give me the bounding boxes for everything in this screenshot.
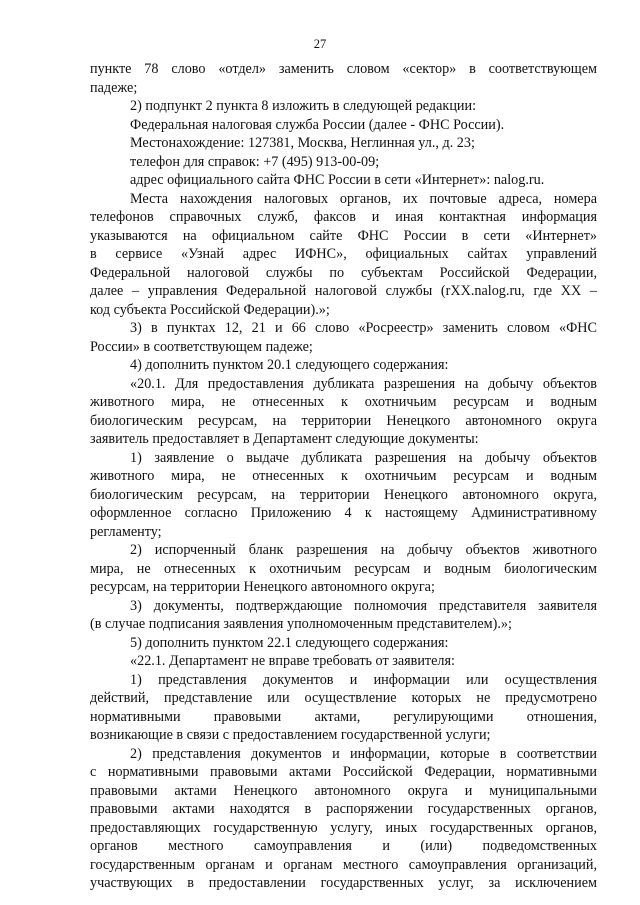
text-line: животного мира, не отнесенных к охотничьим ресурсам и водным — [90, 394, 597, 410]
text-line: телефонов справочных служб, факсов и иная контактная информация — [90, 209, 597, 225]
text-line: регламенту; — [90, 523, 162, 540]
text-line: государственным органам и органам местного самоуправления организаций, — [90, 856, 597, 873]
text-line: падеже; — [90, 79, 138, 96]
text-line: (в случае подписания заявления уполномоченным представителем).»; — [90, 616, 512, 632]
document-body — [90, 60, 597, 893]
text-line: действий, представление или осуществление которых не предусмотрено — [90, 690, 597, 706]
text-line: код субъекта Российской Федерации).»; — [90, 301, 330, 318]
text-line: мира, не отнесенных к охотничьим ресурсам и водным биологическим — [90, 560, 597, 577]
text-line: 1) представления документов и информации или осуществления — [130, 671, 597, 688]
text-line: 4) дополнить пунктом 20.1 следующего содержания: — [130, 357, 449, 373]
text-line: Федеральной налоговой службы по субъектам Российской Федерации, — [90, 264, 597, 281]
text-line: 2) испорченный бланк разрешения на добычу объектов животного — [130, 542, 597, 558]
text-line: участвующих в предоставлении государственных услуг, за исключением — [90, 875, 597, 891]
text-line: Федеральная налоговая служба России (далее - ФНС России). — [130, 116, 505, 133]
text-line: адрес официального сайта ФНС России в сети «Интернет»: nalog.ru. — [130, 172, 545, 188]
text-line: ресурсам, на территории Ненецкого автономного округа; — [90, 579, 435, 595]
text-line: 3) документы, подтверждающие полномочия представителя заявителя — [130, 597, 597, 614]
text-line: оформленное согласно Приложению 4 к настоящему Административному — [90, 505, 597, 521]
text-line: правовыми актами находятся в распоряжении государственных органов, — [90, 801, 597, 817]
text-line: пункте 78 слово «отдел» заменить словом «сектор» в соответствующем — [90, 61, 597, 77]
text-line: России» в соответствующем падеже; — [90, 338, 313, 355]
text-line: животного мира, не отнесенных к охотничьим ресурсам и водным — [90, 468, 597, 484]
text-line: указываются на официальном сайте ФНС России в сети «Интернет» — [90, 227, 597, 244]
text-line: правовыми актами Ненецкого автономного округа и муниципальными — [90, 782, 597, 799]
page-number: 27 — [313, 37, 327, 51]
text-line: 2) представления документов и информации, которые в соответствии — [130, 745, 597, 762]
text-line: с нормативными правовыми актами Российской Федерации, нормативными — [90, 764, 597, 780]
text-line: Места нахождения налоговых органов, их почтовые адреса, номера — [130, 190, 597, 207]
text-line: нормативными правовыми актами, регулирующими отношения, — [90, 708, 597, 725]
text-line: «20.1. Для предоставления дубликата разрешения на добычу объектов — [130, 375, 597, 392]
text-line: в сервисе «Узнай адрес ИФНС», официальных сайтах управлений — [90, 246, 597, 262]
text-line: заявитель предоставляет в Департамент следующие документы: — [90, 431, 479, 447]
text-line: биологическим ресурсам, на территории Ненецкого автономного округа, — [90, 486, 597, 503]
text-line: 1) заявление о выдаче дубликата разрешения на добычу объектов — [130, 449, 597, 466]
text-line: 5) дополнить пунктом 22.1 следующего содержания: — [130, 634, 449, 651]
text-line: предоставляющих государственную услугу, иных государственных органов, — [90, 819, 597, 836]
text-line: «22.1. Департамент не вправе требовать от заявителя: — [130, 653, 455, 669]
text-line: телефон для справок: +7 (495) 913-00-09; — [130, 153, 380, 170]
text-line: далее – управления Федеральной налоговой службы (rXX.nalog.ru, где XX – — [90, 283, 597, 299]
text-line: биологическим ресурсам, на территории Ненецкого автономного округа — [90, 412, 597, 429]
text-line: органов местного самоуправления и (или) подведомственных — [90, 838, 597, 854]
text-line: 3) в пунктах 12, 21 и 66 слово «Росреестр» заменить словом «ФНС — [130, 320, 597, 336]
text-line: 2) подпункт 2 пункта 8 изложить в следующей редакции: — [130, 98, 477, 114]
text-line: возникающие в связи с предоставлением государственной услуги; — [90, 727, 491, 743]
text-line: Местонахождение: 127381, Москва, Неглинная ул., д. 23; — [130, 135, 475, 151]
